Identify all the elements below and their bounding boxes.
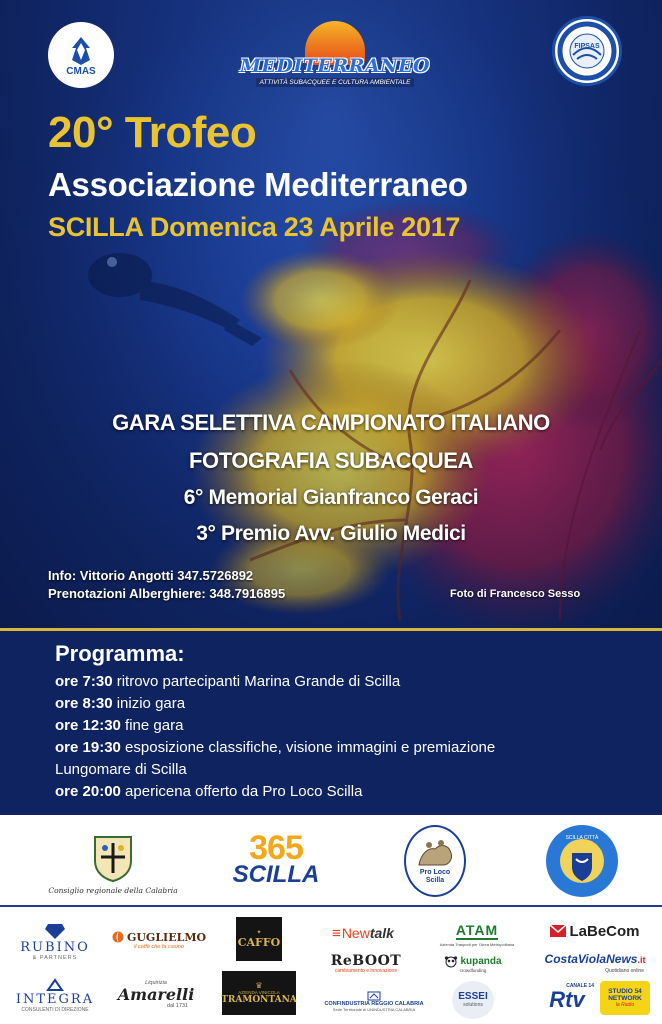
rtv-label: Rtv <box>549 987 585 1012</box>
integra-mark-icon <box>46 978 64 992</box>
sponsor-rubino <box>14 919 96 963</box>
title-associazione: Associazione Mediterraneo <box>48 166 468 203</box>
newtalk-label-b: talk <box>369 925 394 941</box>
reboot-label: ReBOOT <box>330 953 402 969</box>
program-desc: ritrovo partecipanti Marina Grande di Scilla <box>116 673 401 690</box>
program-desc: Lungomare di Scilla <box>55 761 187 778</box>
studio54-label: STUDIO 54 NETWORK <box>608 988 642 1002</box>
comune-crest-icon <box>550 829 614 893</box>
program-time: ore 7:30 <box>55 673 113 690</box>
rubino-sub: & PARTNERS <box>32 954 78 961</box>
panda-icon <box>444 956 458 968</box>
mediterraneo-wordmark: MEDITERRANEO <box>239 55 431 77</box>
photo-credit: Foto di Francesco Sesso <box>450 588 581 600</box>
sponsor-atam <box>439 917 515 951</box>
sponsor-confindustria <box>326 985 422 1017</box>
amarelli-sub: dal 1731 <box>166 1002 188 1009</box>
sponsor-integra <box>12 973 98 1017</box>
caffo-label: CAFFO <box>237 936 281 949</box>
mediterraneo-tagline: ATTIVITÀ SUBACQUEE E CULTURA AMBIENTALE <box>256 78 415 87</box>
caffo-crest-icon: ✦ <box>256 930 262 936</box>
event-line-2: FOTOGRAFIA SUBACQUEA <box>188 448 474 473</box>
comune-label: SCILLA CITTÀ <box>565 835 599 841</box>
sponsor-reboot <box>326 951 406 977</box>
cmas-emblem-icon <box>64 34 98 68</box>
program-desc: apericena offerto da Pro Loco Scilla <box>125 783 363 800</box>
program-desc: fine gara <box>125 717 184 734</box>
program-item <box>55 783 362 800</box>
mediterraneo-logo <box>239 14 431 94</box>
calabria-crest-icon <box>91 833 135 883</box>
sponsor-amarelli <box>116 971 196 1017</box>
costaviola-tld: .it <box>637 955 646 965</box>
sponsor-kupanda <box>440 953 506 975</box>
proloco-logo <box>404 825 466 897</box>
labecom-label: LaBeCom <box>569 922 640 940</box>
studio54-sub: la Radio <box>615 1002 635 1008</box>
scilla365-number: 365 <box>249 829 303 867</box>
cmas-logo <box>48 22 114 88</box>
fipsas-emblem-icon <box>557 21 617 81</box>
essei-sub: solutions <box>463 1002 483 1008</box>
kupanda-sub: crowdfunding <box>459 967 487 973</box>
info-hotel: Prenotazioni Alberghiere: 348.7916895 <box>48 586 286 601</box>
calabria-logo <box>48 827 178 901</box>
scylla-monster-icon <box>415 837 455 869</box>
event-line-3: 6° Memorial Gianfranco Geraci <box>183 486 479 509</box>
envelope-icon <box>550 924 566 938</box>
event-line-1: GARA SELETTIVA CAMPIONATO ITALIANO <box>112 410 550 435</box>
sponsor-labecom <box>540 919 650 943</box>
program-item <box>55 717 183 734</box>
rubino-label: RUBINO <box>20 939 90 955</box>
costaviola-label: CostaViolaNews <box>544 952 638 966</box>
fipsas-label: FIPSAS <box>574 43 600 50</box>
program-item <box>55 673 400 690</box>
rtv-channel: CANALE 14 <box>566 983 594 989</box>
event-line-4: 3° Premio Avv. Giulio Medici <box>196 522 466 545</box>
reboot-sub: cambiamento e innovazione <box>334 968 398 974</box>
kupanda-label: kupanda <box>460 956 502 967</box>
integra-sub: CONSULENTI DI DIREZIONE <box>21 1006 89 1013</box>
program-desc: inizio gara <box>116 695 186 712</box>
sponsor-tramontana <box>222 971 296 1015</box>
title-date: SCILLA Domenica 23 Aprile 2017 <box>48 212 461 242</box>
sponsor-caffo <box>236 917 282 961</box>
newtalk-mark-icon: ≡ <box>332 924 341 942</box>
tramontana-label: TRAMONTANA <box>221 995 297 1005</box>
atam-sub: Azienda Trasporti per l'Area Metropolitana <box>439 941 515 947</box>
essei-label: ESSEI <box>458 991 488 1002</box>
program-time: ore 12:30 <box>55 717 121 734</box>
program-time: ore 20:00 <box>55 783 121 800</box>
sponsor-essei <box>452 981 494 1019</box>
costaviola-sub: Quotidiano online <box>605 968 644 974</box>
scilla365-logo <box>220 829 332 891</box>
sponsor-rtv <box>540 979 594 1015</box>
confindustria-emblem-icon <box>367 991 381 1001</box>
cmas-label: CMAS <box>66 65 96 77</box>
guglielmo-sub: il caffè che fa casino <box>134 943 184 950</box>
title-trofeo: 20° Trofeo <box>48 108 257 157</box>
program-item <box>55 739 495 756</box>
calabria-label: Consiglio regionale della Calabria <box>48 886 178 895</box>
guglielmo-label: GUGLIELMO <box>126 930 207 944</box>
proloco-label: Pro Loco Scilla <box>419 869 451 884</box>
fipsas-logo <box>552 16 622 86</box>
coffee-bean-icon <box>112 931 124 943</box>
integra-label: INTEGRA <box>15 991 95 1007</box>
sponsor-guglielmo <box>118 921 207 959</box>
comune-scilla-logo <box>546 825 618 897</box>
program-item <box>55 761 187 778</box>
scilla365-name: SCILLA <box>232 861 320 888</box>
confindustria-label: CONFINDUSTRIA REGGIO CALABRIA <box>324 1000 424 1007</box>
sponsor-grid <box>0 907 662 1024</box>
program-item <box>55 695 185 712</box>
rubino-gem-icon <box>44 922 66 940</box>
tramontana-top: AZIENDA VINICOLA <box>238 990 280 995</box>
program-desc: esposizione classifiche, visione immagini e premiazione <box>125 739 496 756</box>
program-time: ore 8:30 <box>55 695 113 712</box>
info-contact: Info: Vittorio Angotti 347.5726892 <box>48 568 254 583</box>
confindustria-sub: Sede Territoriale di UNINDUSTRIA CALABRIA <box>332 1006 416 1012</box>
sponsor-newtalk <box>320 921 406 945</box>
amarelli-top: Liquirizia <box>145 979 167 986</box>
sponsor-costaviola <box>540 951 650 973</box>
sponsor-studio54 <box>600 981 650 1015</box>
amarelli-label: Amarelli <box>117 984 195 1004</box>
main-sponsors <box>0 815 662 905</box>
program-section <box>0 631 662 815</box>
program-time: ore 19:30 <box>55 739 121 756</box>
atam-label: ATAM <box>455 921 499 938</box>
newtalk-label-a: New <box>341 925 370 941</box>
program-title: Programma: <box>55 641 185 666</box>
tramontana-crest-icon: ♛ <box>255 981 263 990</box>
